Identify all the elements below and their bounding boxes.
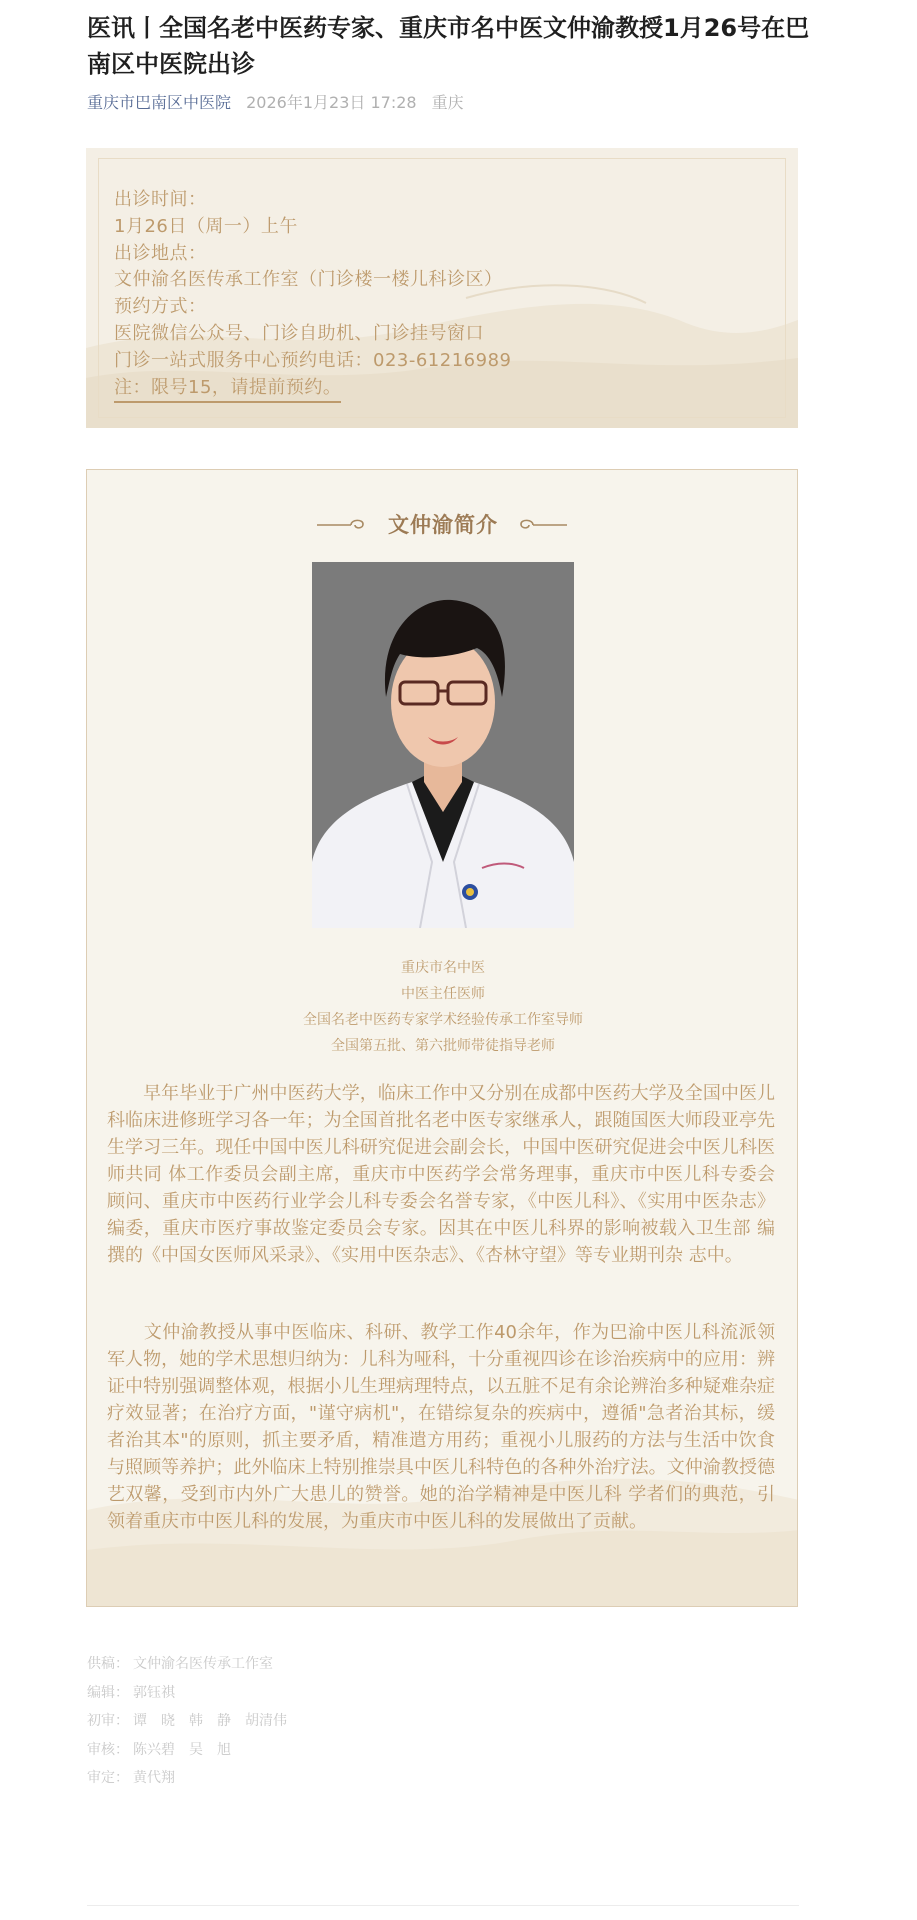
article-title: 医讯丨全国名老中医药专家、重庆市名中医文仲渝教授1月26号在巴南区中医院出诊	[87, 14, 810, 78]
doctor-portrait-photo	[312, 562, 574, 928]
credit-row: 编辑： 郭钰祺	[87, 1684, 175, 1701]
info-line: 预约方式：	[114, 296, 207, 318]
bio-paragraph-1-text: 早年毕业于广州中医药大学，临床工作中又分别在成都中医药大学及全国中医儿科临床进修班学习各一年；为全国首批名老中医专家继承人，跟随国医大师段亚亭先生学习三年。现任中国中医儿科研究促进会副会长，中国中医研究促进会中医儿科医师共同 体工作委员会副主席，重庆市中医药学会常务理事，重庆市中医儿科专委会顾问、重庆市中医药行业学会儿科专委会名誉专家，《中医儿科》、《实用中医杂志》 编委，重庆市医疗事故鉴定委员会专家。因其在中医儿科界的影响被载入卫生部 编撰的《中国女医师风采录》、《实用中医杂志》、《杏林守望》等专业期刊杂 志中。	[107, 1083, 776, 1266]
bio-paragraph-1	[107, 1080, 775, 1269]
clinic-info-card	[86, 148, 798, 428]
account-name-link[interactable]: 重庆市巴南区中医院	[87, 93, 232, 112]
credit-row: 审定： 黄代翔	[87, 1770, 175, 1786]
credit-row: 初审： 谭 晓 韩 静 胡清伟	[87, 1713, 287, 1729]
info-line: 文仲渝名医传承工作室（门诊楼一楼儿科诊区）	[114, 269, 503, 291]
doctor-title-line: 全国名老中医药专家学术经验传承工作室导师	[303, 1012, 583, 1028]
divider	[87, 1905, 799, 1906]
credit-row: 审核： 陈兴碧 吴 旭	[87, 1741, 231, 1758]
publish-date: 2026年1月23日 17:28	[246, 93, 417, 112]
info-line: 1月26日（周一）上午	[114, 215, 298, 237]
cloud-scroll-right-icon	[517, 516, 567, 534]
doctor-titles	[87, 955, 798, 1059]
doctor-bio-card	[86, 469, 798, 1607]
article-meta	[87, 92, 464, 114]
credit-row: 供稿： 文仲渝名医传承工作室	[87, 1656, 273, 1672]
info-line: 医院微信公众号、门诊自助机、门诊挂号窗口	[114, 322, 484, 344]
clinic-info-text	[114, 187, 511, 403]
doctor-title-line: 中医主任医师	[401, 986, 485, 1002]
credits-list	[87, 1650, 287, 1793]
bio-paragraph-2-text: 文仲渝教授从事中医临床、科研、教学工作40余年，作为巴渝中医儿科流派领军人物，她的学术思想归纳为：儿科为哑科，十分重视四诊在诊治疾病中的应用：辨证中特别强调整体观，根据小儿生理病理特点，以五脏不足有余论辨治多种疑难杂症疗效显著；在治疗方面，"谨守病机"，在错综复杂的疾病中，遵循"急者治其标，缓者治其本"的原则，抓主要矛盾，精准遣方用药；重视小儿服药的方法与生活中饮食与照顾等养护；此外临床上特别推崇具中医儿科特色的各种外治疗法。文仲渝教授德艺双馨，受到市内外广大患儿的赞誉。她的治学精神是中医儿科 学者们的典范，引领着重庆市中医儿科的发展，为重庆市中医儿科的发展做出了贡献。	[107, 1322, 776, 1532]
section-heading	[87, 510, 798, 540]
info-line: 出诊时间：	[114, 189, 207, 210]
info-line: 出诊地点：	[114, 242, 207, 264]
publish-location: 重庆	[431, 93, 464, 112]
section-title: 文仲渝简介	[388, 513, 498, 537]
doctor-title-line: 重庆市名中医	[401, 960, 485, 976]
doctor-title-line: 全国第五批、第六批师带徒指导老师	[331, 1038, 555, 1054]
bio-paragraph-2	[107, 1319, 775, 1535]
appointment-note: 注：限号15，请提前预约。	[114, 376, 341, 403]
info-line: 门诊一站式服务中心预约电话：023-61216989	[114, 349, 512, 371]
